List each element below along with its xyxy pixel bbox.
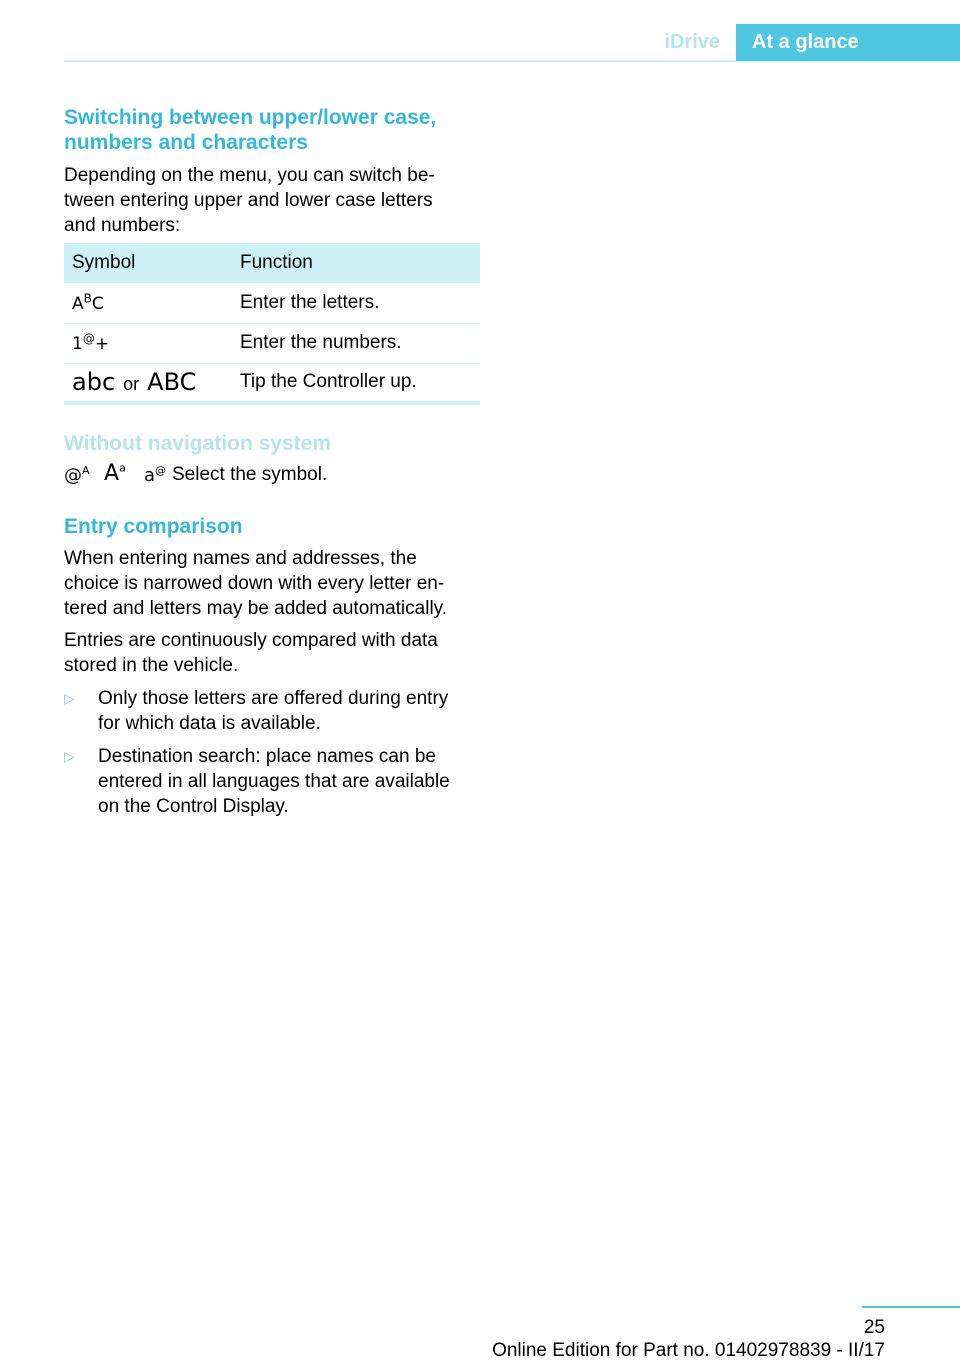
switching-title-line2: numbers and characters [64, 131, 308, 154]
entry-para1-line1: When entering names and addresses, the [64, 548, 417, 569]
without-nav-row [64, 461, 480, 489]
lowercase-at-symbol-icon: a@ [144, 464, 167, 486]
header-section-label: iDrive [664, 31, 720, 53]
uppercase-lowercase-symbol-icon: $A^a$ [104, 461, 126, 486]
bullet2-line1: Destination search: place names can be [98, 746, 436, 767]
lowercase-abc-symbol: abc [72, 368, 116, 397]
header-chapter-tab: At a glance [736, 24, 960, 61]
bullet-triangle-icon: ▷ [64, 690, 75, 706]
table-row [64, 283, 480, 323]
entry-para2-line1: Entries are continuously compared with data [64, 630, 438, 651]
entry-para1 [64, 546, 480, 621]
without-nav-text: Select the symbol. [172, 464, 328, 485]
symbol-function-table [64, 243, 480, 405]
page-number: 25 [863, 1317, 885, 1338]
switching-intro-line3: and numbers: [64, 215, 181, 236]
switching-title-line1: Switching between upper/lower case, [64, 106, 437, 129]
footer-rule [862, 1306, 960, 1308]
entry-para2-line2: stored in the vehicle. [64, 655, 239, 676]
table-cell-symbol [64, 283, 232, 323]
symbol-or-text: or [123, 374, 140, 395]
bullet2-line3: on the Control Display. [98, 796, 289, 817]
table-cell-symbol [64, 363, 232, 403]
numbers-symbol-icon: 1@+ [72, 331, 110, 354]
table-cell-symbol [64, 323, 232, 363]
switching-title [64, 105, 480, 155]
table-row [64, 363, 480, 403]
without-nav-title: Without navigation system [64, 432, 332, 455]
switching-intro [64, 163, 480, 238]
bullet-triangle-icon: ▷ [64, 748, 75, 764]
table-cell-function: Enter the letters. [232, 283, 480, 323]
without-nav-section [64, 431, 480, 456]
switching-intro-line2: tween entering upper and lower case letters [64, 190, 433, 211]
table-header-symbol: Symbol [64, 243, 232, 283]
table-cell-function: Tip the Controller up. [232, 363, 480, 403]
table-header-row [64, 243, 480, 283]
list-item [64, 744, 480, 819]
bullet2-line2: entered in all languages that are available [98, 771, 450, 792]
table-cell-function: Enter the numbers. [232, 323, 480, 363]
bullet1-line1: Only those letters are offered during entry [98, 688, 449, 709]
table-row [64, 323, 480, 363]
at-uppercase-symbol-icon: @$^A$ [64, 464, 90, 486]
edition-note: Online Edition for Part no. 01402978839 - II/17 [492, 1340, 885, 1361]
switching-section [64, 105, 480, 238]
entry-section [64, 514, 480, 819]
bullet1-line2: for which data is available. [98, 713, 321, 734]
list-item [64, 686, 480, 736]
table-header-function: Function [232, 243, 480, 283]
entry-para1-line3: tered and letters may be added automatically. [64, 598, 448, 619]
entry-para2 [64, 628, 480, 678]
entry-title: Entry comparison [64, 515, 243, 538]
letters-symbol-icon: $A^BC$ [72, 290, 104, 314]
switching-intro-line1: Depending on the menu, you can switch be‐ [64, 165, 435, 186]
entry-para1-line2: choice is narrowed down with every letter en‐ [64, 573, 445, 594]
uppercase-abc-symbol: ABC [147, 368, 197, 397]
